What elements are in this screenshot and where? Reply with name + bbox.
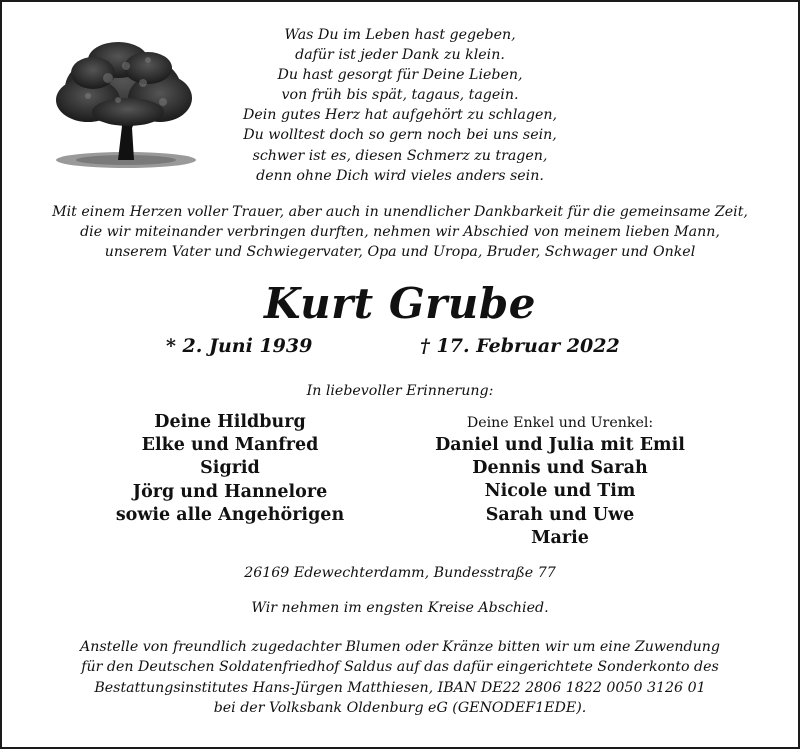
poem-line: Du wolltest doch so gern noch bei uns sein, [243,127,557,144]
donation-line: bei der Volksbank Oldenburg eG (GENODEF1EDE). [213,699,587,716]
family-member: sowie alle Angehörigen [115,504,345,525]
farewell-note: Wir nehmen im engsten Kreise Abschied. [251,600,549,616]
intro-text [20,202,780,263]
family-list-left [70,411,390,527]
poem-line: dafür ist jeder Dank zu klein. [295,47,505,64]
death-date: † 17. Februar 2022 [420,335,620,357]
poem [210,25,590,186]
grandchildren-header: Deine Enkel und Urenkel: [466,415,654,431]
family-list-right [400,412,720,550]
family-member: Nicole und Tim [484,481,636,502]
donation-note [10,637,790,718]
family-member: Elke und Manfred [141,435,319,456]
family-member: Sigrid [200,458,260,479]
intro-line: unserem Vater und Schwiegervater, Opa und Uropa, Bruder, Schwager und Onkel [104,244,696,261]
family-member: Daniel und Julia mit Emil [435,435,685,455]
deceased-name: Kurt Grube [264,279,536,328]
family-member: Deine Hildburg [154,412,306,432]
family-member: Dennis und Sarah [472,458,648,479]
poem-line: Was Du im Leben hast gegeben, [284,27,516,43]
family-member: Sarah und Uwe [485,504,635,525]
donation-line: Bestattungsinstitutes Hans-Jürgen Matthiesen, IBAN DE22 2806 1822 0050 3126 01 [94,679,706,696]
intro-line: Mit einem Herzen voller Trauer, aber auch in unendlicher Dankbarkeit für die gemeinsame Zeit, [52,204,748,220]
family-member: Jörg und Hannelore [132,481,328,502]
poem-line: denn ohne Dich wird vieles anders sein. [256,167,544,184]
donation-line: Anstelle von freundlich zugedachter Blumen oder Kränze bitten wir um eine Zuwendung [80,639,720,655]
poem-line: Du hast gesorgt für Deine Lieben, [277,67,523,84]
family-member: Marie [531,527,589,548]
birth-date: * 2. Juni 1939 [166,335,313,357]
address: 26169 Edewechterdamm, Bundesstraße 77 [244,565,556,581]
donation-line: für den Deutschen Soldatenfriedhof Saldus auf das dafür eingerichtete Sonderkonto des [81,659,719,676]
poem-line: von früh bis spät, tagaus, tagein. [281,87,519,104]
poem-line: schwer ist es, diesen Schmerz zu tragen, [252,147,548,164]
poem-line: Dein gutes Herz hat aufgehört zu schlagen, [242,107,557,124]
tree-image [48,38,198,170]
memory-line: In liebevoller Erinnerung: [306,383,494,399]
intro-line: die wir miteinander verbringen durften, nehmen wir Abschied von meinem lieben Mann, [80,224,720,241]
